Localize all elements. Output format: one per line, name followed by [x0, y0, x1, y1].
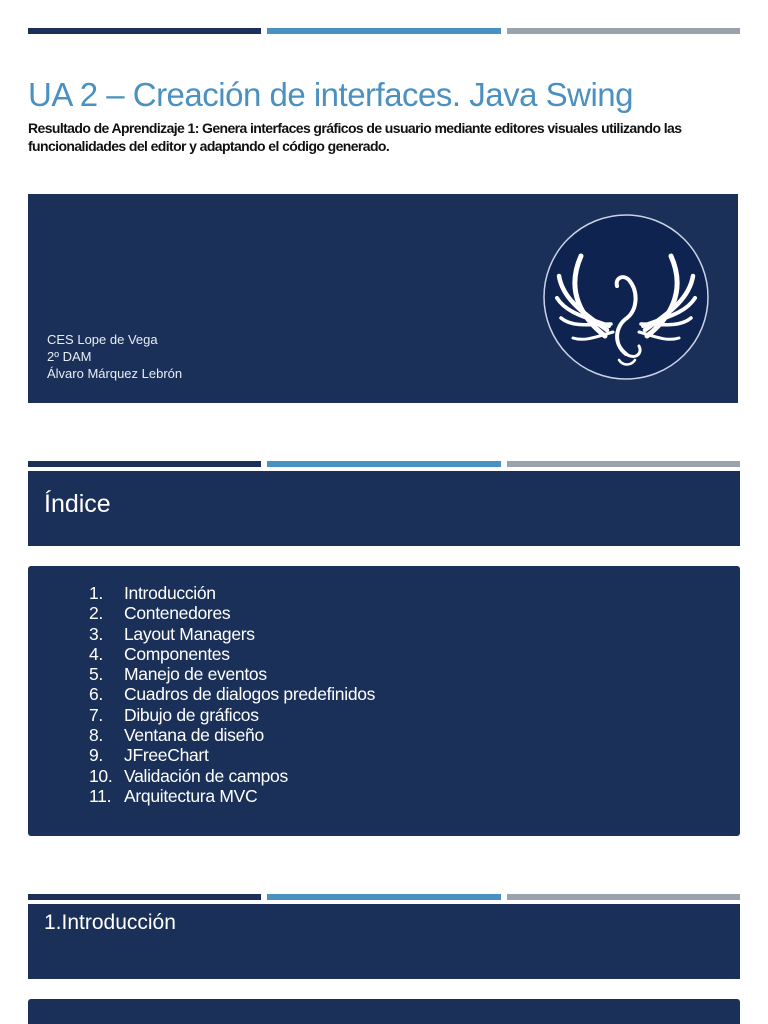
toc-item — [89, 745, 375, 765]
toc-list — [89, 583, 375, 806]
slide3-content-panel — [28, 999, 740, 1024]
toc-item-label: Arquitectura MVC — [124, 785, 258, 806]
toc-item — [89, 624, 375, 644]
toc-item-label: Introducción — [124, 583, 216, 603]
slide3-title: 1.Introducción — [44, 911, 176, 934]
toc-item-number: 4. — [89, 643, 103, 664]
toc-item-label: JFreeChart — [124, 745, 209, 766]
slide1-title: UA 2 – Creación de interfaces. Java Swing — [28, 76, 634, 113]
toc-panel — [28, 566, 740, 836]
toc-item — [89, 786, 375, 806]
toc-item — [89, 766, 375, 786]
toc-item-number: 9. — [89, 745, 103, 766]
toc-item-label: Contenedores — [124, 603, 231, 624]
toc-item-number: 2. — [89, 603, 103, 624]
toc-item-label: Dibujo de gráficos — [124, 704, 259, 725]
toc-item-label: Layout Managers — [124, 623, 255, 644]
slide3-accent-stripes — [28, 894, 740, 900]
toc-item-number: 3. — [89, 623, 103, 644]
author-info — [47, 331, 182, 382]
toc-item-number: 11. — [89, 785, 112, 806]
phoenix-logo-icon — [543, 214, 709, 380]
toc-item-label: Ventana de diseño — [124, 725, 264, 746]
toc-item-number: 10. — [89, 765, 113, 786]
toc-item-label: Manejo de eventos — [124, 664, 267, 685]
slide2-title: Índice — [44, 490, 111, 518]
toc-item — [89, 583, 375, 603]
toc-item-label: Validación de campos — [124, 765, 288, 786]
toc-item — [89, 684, 375, 704]
toc-item-number: 6. — [89, 684, 103, 705]
slide2-header-bar — [28, 471, 740, 546]
slide1-hero-panel — [28, 194, 738, 403]
toc-item-number: 5. — [89, 664, 103, 685]
toc-item — [89, 664, 375, 684]
toc-item-number: 7. — [89, 704, 103, 725]
course-name: 2º DAM — [47, 349, 92, 364]
toc-item — [89, 603, 375, 623]
author-name: Álvaro Márquez Lebrón — [47, 366, 183, 381]
toc-item — [89, 725, 375, 745]
toc-item — [89, 644, 375, 664]
slide2-accent-stripes — [28, 461, 740, 467]
toc-item-number: 1. — [89, 583, 103, 603]
school-name: CES Lope de Vega — [47, 332, 158, 347]
toc-item — [89, 705, 375, 725]
slide1-accent-stripes — [28, 28, 740, 34]
toc-item-label: Componentes — [124, 643, 230, 664]
toc-item-number: 8. — [89, 725, 103, 746]
slide3-header-bar — [28, 904, 740, 979]
toc-item-label: Cuadros de dialogos predefinidos — [124, 684, 376, 705]
slide1-subtitle: Resultado de Aprendizaje 1: Genera interfaces gráficos de usuario mediante editores visuales utilizando las funcionalidades del editor y adaptando el código generado. — [28, 120, 682, 154]
